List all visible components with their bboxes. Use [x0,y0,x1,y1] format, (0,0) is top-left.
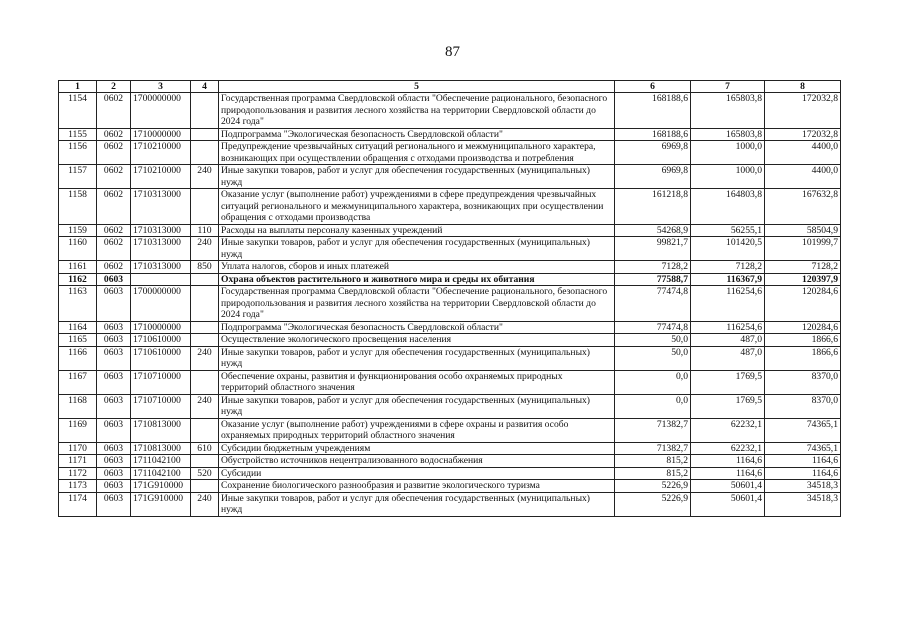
header-row [59,81,841,93]
table-row [59,346,841,370]
target-article-cell: 1710210000 [131,165,191,189]
expense-type-cell: 240 [191,492,219,516]
target-article-cell: 1710710000 [131,394,191,418]
row-number-cell: 1165 [59,334,97,347]
expense-type-cell [191,128,219,141]
row-number-cell: 1174 [59,492,97,516]
table-row [59,480,841,493]
amount-year1-cell: 815,2 [615,455,691,468]
expense-type-cell: 240 [191,165,219,189]
amount-year2-cell: 1164,6 [691,467,765,480]
table-row [59,334,841,347]
expense-type-cell [191,418,219,442]
amount-year1-cell: 0,0 [615,370,691,394]
row-number-cell: 1163 [59,286,97,322]
amount-year1-cell: 71382,7 [615,442,691,455]
table-row [59,467,841,480]
amount-year1-cell: 6969,8 [615,141,691,165]
section-code-cell: 0602 [97,93,131,129]
target-article-cell: 1711042100 [131,467,191,480]
amount-year3-cell: 4400,0 [765,141,841,165]
expense-type-cell [191,273,219,286]
description-cell: Оказание услуг (выполнение работ) учреждениями в сфере предупреждения чрезвычайных ситуаций регионального и межмуниципального характера, возникающих при осуществлении обращения с отходами производства [219,189,615,225]
column-header: 7 [691,81,765,93]
row-number-cell: 1160 [59,237,97,261]
amount-year2-cell: 1000,0 [691,141,765,165]
amount-year3-cell: 58504,9 [765,224,841,237]
amount-year2-cell: 164803,8 [691,189,765,225]
section-code-cell: 0602 [97,189,131,225]
expense-type-cell [191,93,219,129]
row-number-cell: 1166 [59,346,97,370]
amount-year1-cell: 5226,9 [615,480,691,493]
table-row [59,492,841,516]
row-number-cell: 1167 [59,370,97,394]
table-row [59,394,841,418]
amount-year3-cell: 74365,1 [765,418,841,442]
section-code-cell: 0603 [97,321,131,334]
section-code-cell: 0602 [97,128,131,141]
description-cell: Иные закупки товаров, работ и услуг для обеспечения государственных (муниципальных) нужд [219,346,615,370]
table-row [59,418,841,442]
table-row [59,442,841,455]
description-cell: Обустройство источников нецентрализованного водоснабжения [219,455,615,468]
amount-year1-cell: 5226,9 [615,492,691,516]
row-number-cell: 1172 [59,467,97,480]
section-code-cell: 0602 [97,141,131,165]
target-article-cell: 1710813000 [131,418,191,442]
table-body [59,93,841,517]
row-number-cell: 1168 [59,394,97,418]
row-number-cell: 1171 [59,455,97,468]
amount-year2-cell: 101420,5 [691,237,765,261]
column-header: 4 [191,81,219,93]
amount-year2-cell: 7128,2 [691,261,765,274]
row-number-cell: 1169 [59,418,97,442]
amount-year3-cell: 74365,1 [765,442,841,455]
row-number-cell: 1158 [59,189,97,225]
description-cell: Иные закупки товаров, работ и услуг для обеспечения государственных (муниципальных) нужд [219,165,615,189]
amount-year3-cell: 34518,3 [765,480,841,493]
amount-year3-cell: 34518,3 [765,492,841,516]
amount-year2-cell: 1769,5 [691,394,765,418]
amount-year2-cell: 56255,1 [691,224,765,237]
amount-year3-cell: 1164,6 [765,455,841,468]
amount-year2-cell: 116254,6 [691,321,765,334]
row-number-cell: 1162 [59,273,97,286]
table-row [59,128,841,141]
table-row [59,455,841,468]
target-article-cell: 1710610000 [131,334,191,347]
expense-type-cell [191,334,219,347]
section-code-cell: 0603 [97,467,131,480]
amount-year2-cell: 487,0 [691,334,765,347]
target-article-cell: 1710813000 [131,442,191,455]
amount-year1-cell: 54268,9 [615,224,691,237]
section-code-cell: 0603 [97,370,131,394]
expense-type-cell: 240 [191,237,219,261]
amount-year3-cell: 7128,2 [765,261,841,274]
column-header: 3 [131,81,191,93]
amount-year3-cell: 167632,8 [765,189,841,225]
expense-type-cell [191,141,219,165]
description-cell: Оказание услуг (выполнение работ) учреждениями в сфере охраны и развития особо охраняемых природных территорий областного значения [219,418,615,442]
table-row [59,189,841,225]
table-row [59,261,841,274]
amount-year3-cell: 1164,6 [765,467,841,480]
amount-year1-cell: 168188,6 [615,93,691,129]
row-number-cell: 1159 [59,224,97,237]
description-cell: Подпрограмма "Экологическая безопасность Свердловской области" [219,321,615,334]
description-cell: Расходы на выплаты персоналу казенных учреждений [219,224,615,237]
row-number-cell: 1157 [59,165,97,189]
expense-type-cell: 240 [191,394,219,418]
description-cell: Осуществление экологического просвещения населения [219,334,615,347]
description-cell: Иные закупки товаров, работ и услуг для обеспечения государственных (муниципальных) нужд [219,237,615,261]
expense-type-cell: 610 [191,442,219,455]
table-row [59,165,841,189]
expense-type-cell [191,321,219,334]
target-article-cell: 1710313000 [131,189,191,225]
description-cell: Охрана объектов растительного и животного мира и среды их обитания [219,273,615,286]
amount-year3-cell: 8370,0 [765,370,841,394]
table-row [59,141,841,165]
row-number-cell: 1173 [59,480,97,493]
section-code-cell: 0602 [97,224,131,237]
table-row [59,93,841,129]
column-header: 8 [765,81,841,93]
target-article-cell: 1710313000 [131,237,191,261]
section-code-cell: 0602 [97,237,131,261]
target-article-cell: 1710313000 [131,224,191,237]
row-number-cell: 1156 [59,141,97,165]
column-header: 5 [219,81,615,93]
target-article-cell: 1710313000 [131,261,191,274]
amount-year2-cell: 50601,4 [691,492,765,516]
section-code-cell: 0603 [97,480,131,493]
description-cell: Предупреждение чрезвычайных ситуаций регионального и межмуниципального характера, возникающих при осуществлении обращения с отходами производства и потребления [219,141,615,165]
amount-year3-cell: 120284,6 [765,286,841,322]
amount-year1-cell: 77588,7 [615,273,691,286]
expense-type-cell [191,189,219,225]
section-code-cell: 0603 [97,492,131,516]
amount-year2-cell: 62232,1 [691,442,765,455]
amount-year1-cell: 815,2 [615,467,691,480]
amount-year1-cell: 99821,7 [615,237,691,261]
amount-year2-cell: 116367,9 [691,273,765,286]
amount-year2-cell: 62232,1 [691,418,765,442]
amount-year1-cell: 77474,8 [615,286,691,322]
expense-type-cell [191,480,219,493]
amount-year3-cell: 1866,6 [765,346,841,370]
amount-year1-cell: 0,0 [615,394,691,418]
amount-year2-cell: 165803,8 [691,128,765,141]
target-article-cell: 171G910000 [131,480,191,493]
description-cell: Иные закупки товаров, работ и услуг для обеспечения государственных (муниципальных) нужд [219,492,615,516]
amount-year1-cell: 50,0 [615,346,691,370]
section-code-cell: 0603 [97,394,131,418]
description-cell: Подпрограмма "Экологическая безопасность Свердловской области" [219,128,615,141]
budget-table [58,80,841,517]
table-row [59,273,841,286]
row-number-cell: 1161 [59,261,97,274]
row-number-cell: 1154 [59,93,97,129]
column-header: 6 [615,81,691,93]
amount-year2-cell: 1000,0 [691,165,765,189]
description-cell: Иные закупки товаров, работ и услуг для обеспечения государственных (муниципальных) нужд [219,394,615,418]
amount-year2-cell: 487,0 [691,346,765,370]
table-row [59,321,841,334]
amount-year3-cell: 1866,6 [765,334,841,347]
amount-year1-cell: 7128,2 [615,261,691,274]
section-code-cell: 0603 [97,334,131,347]
target-article-cell: 1710610000 [131,346,191,370]
target-article-cell: 1710210000 [131,141,191,165]
table-row [59,370,841,394]
description-cell: Уплата налогов, сборов и иных платежей [219,261,615,274]
amount-year3-cell: 8370,0 [765,394,841,418]
description-cell: Субсидии [219,467,615,480]
expense-type-cell [191,455,219,468]
section-code-cell: 0603 [97,346,131,370]
target-article-cell: 1710710000 [131,370,191,394]
expense-type-cell: 240 [191,346,219,370]
expense-type-cell: 850 [191,261,219,274]
target-article-cell [131,273,191,286]
description-cell: Обеспечение охраны, развития и функционирования особо охраняемых природных территорий областного значения [219,370,615,394]
table-row [59,224,841,237]
amount-year3-cell: 172032,8 [765,128,841,141]
row-number-cell: 1155 [59,128,97,141]
description-cell: Государственная программа Свердловской области "Обеспечение рационального, безопасного природопользования и развития лесного хозяйства на территории Свердловской области до 2024 года" [219,93,615,129]
amount-year3-cell: 4400,0 [765,165,841,189]
amount-year2-cell: 1769,5 [691,370,765,394]
description-cell: Государственная программа Свердловской области "Обеспечение рационального, безопасного природопользования и развития лесного хозяйства на территории Свердловской области до 2024 года" [219,286,615,322]
target-article-cell: 1700000000 [131,286,191,322]
amount-year1-cell: 77474,8 [615,321,691,334]
amount-year3-cell: 120397,9 [765,273,841,286]
expense-type-cell: 110 [191,224,219,237]
table-row [59,237,841,261]
row-number-cell: 1170 [59,442,97,455]
amount-year2-cell: 165803,8 [691,93,765,129]
section-code-cell: 0603 [97,442,131,455]
amount-year3-cell: 101999,7 [765,237,841,261]
amount-year2-cell: 50601,4 [691,480,765,493]
target-article-cell: 1710000000 [131,128,191,141]
table-row [59,286,841,322]
description-cell: Сохранение биологического разнообразия и развитие экологического туризма [219,480,615,493]
target-article-cell: 1710000000 [131,321,191,334]
page-number: 87 [445,44,460,60]
amount-year1-cell: 161218,8 [615,189,691,225]
amount-year1-cell: 50,0 [615,334,691,347]
amount-year2-cell: 1164,6 [691,455,765,468]
amount-year1-cell: 6969,8 [615,165,691,189]
section-code-cell: 0603 [97,286,131,322]
section-code-cell: 0603 [97,418,131,442]
target-article-cell: 171G910000 [131,492,191,516]
target-article-cell: 1711042100 [131,455,191,468]
description-cell: Субсидии бюджетным учреждениям [219,442,615,455]
section-code-cell: 0602 [97,165,131,189]
expense-type-cell [191,370,219,394]
section-code-cell: 0603 [97,273,131,286]
amount-year3-cell: 120284,6 [765,321,841,334]
column-header: 1 [59,81,97,93]
section-code-cell: 0603 [97,455,131,468]
expense-type-cell: 520 [191,467,219,480]
row-number-cell: 1164 [59,321,97,334]
amount-year1-cell: 168188,6 [615,128,691,141]
expense-type-cell [191,286,219,322]
column-header: 2 [97,81,131,93]
amount-year3-cell: 172032,8 [765,93,841,129]
amount-year1-cell: 71382,7 [615,418,691,442]
target-article-cell: 1700000000 [131,93,191,129]
amount-year2-cell: 116254,6 [691,286,765,322]
section-code-cell: 0602 [97,261,131,274]
